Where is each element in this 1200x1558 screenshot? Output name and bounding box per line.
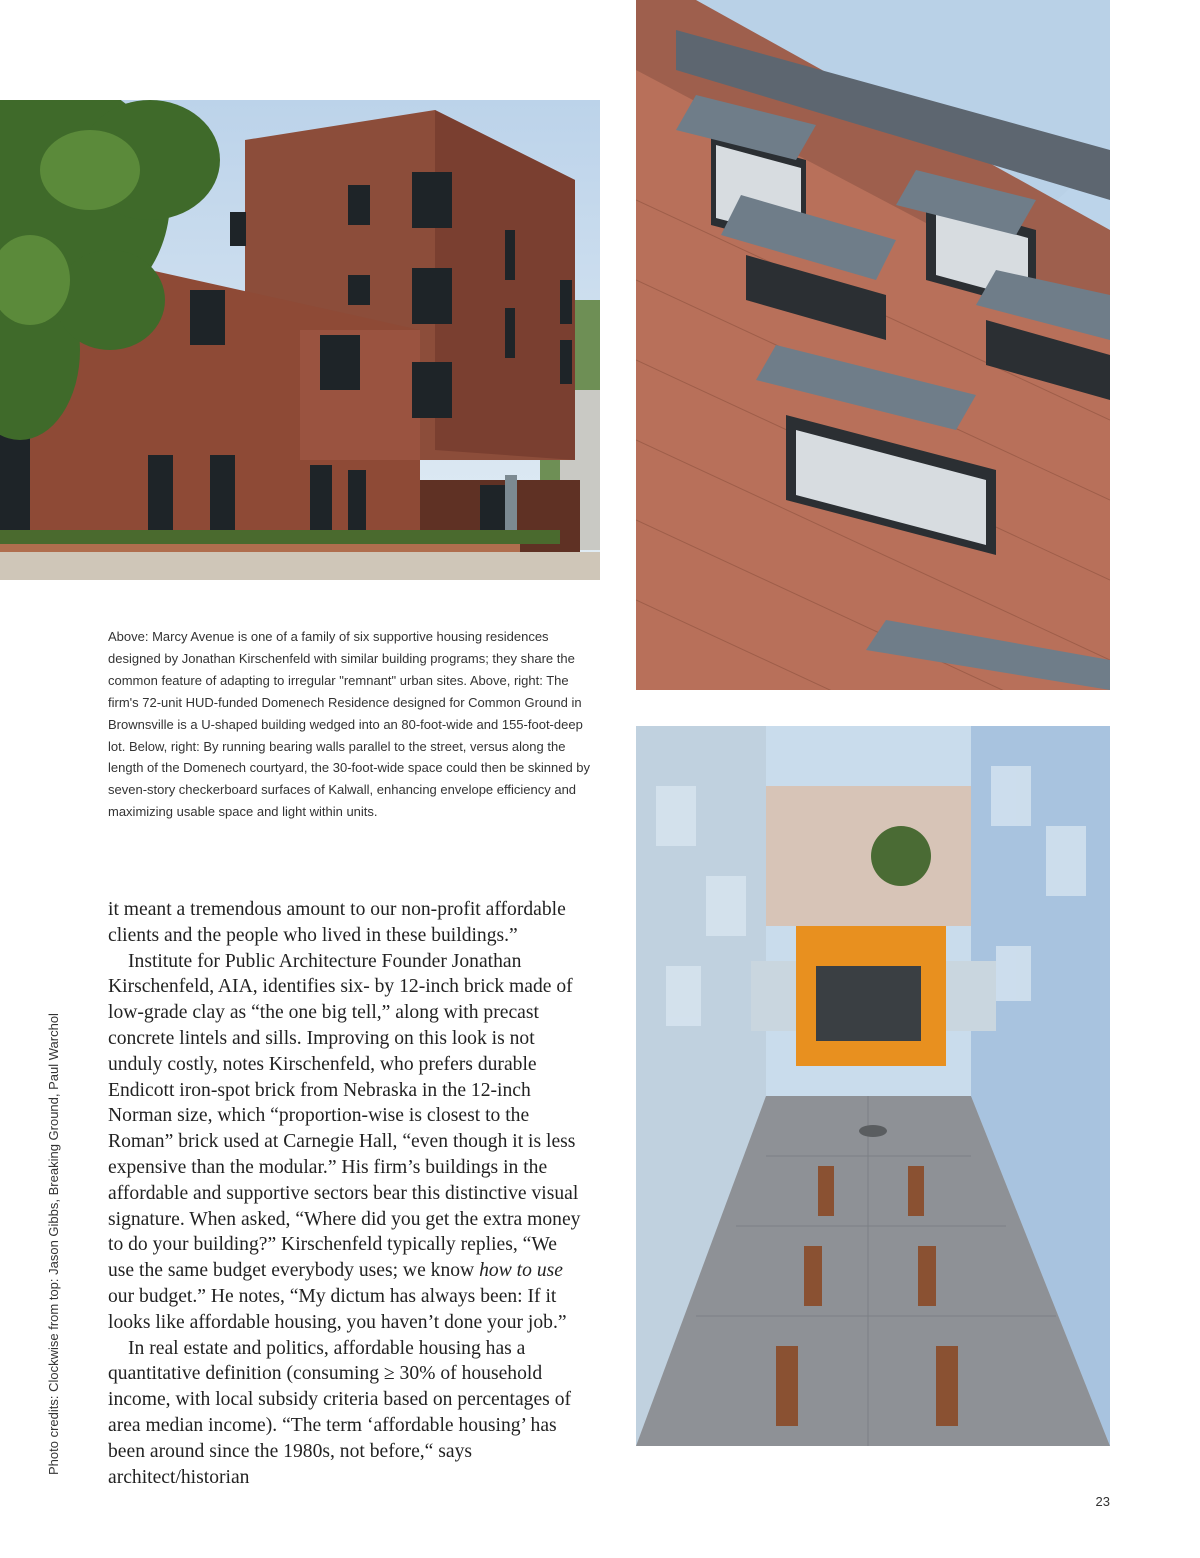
domenech-facade-photo xyxy=(636,0,1110,690)
photo-credits: Photo credits: Clockwise from top: Jason Gibbs, Breaking Ground, Paul Warchol xyxy=(46,1013,61,1475)
body-paragraph-1: it meant a tremendous amount to our non-profit affordable clients and the people who lived in these buildings.” xyxy=(108,899,566,946)
marcy-avenue-photo xyxy=(0,100,600,580)
domenech-courtyard-photo xyxy=(636,726,1110,1446)
body-paragraph-3: In real estate and politics, affordable housing has a quantitative definition (consuming ≥ 30% of household income, with local subsidy criteria based on percentages of area median income). “The term ‘affordable housing’ has been around since the 1980s, not before,“ says architect/historian xyxy=(108,1337,572,1488)
article-body xyxy=(108,897,583,1490)
body-paragraph-2: Institute for Public Architecture Founder Jonathan Kirschenfeld, AIA, identifies six- by 12-inch brick made of low-grade clay as “the one big tell,” along with precast concrete lintels and sills. Improving on this look is not unduly costly, notes Kirschenfeld, who prefers durable Endicott iron-spot brick from Nebraska in the 12-inch Norman size, which “proportion-wise is closest to the Roman” brick used at Carnegie Hall, “even though it is less expensive than the modular.” His firm’s buildings in the affordable and supportive sectors bear this distinctive visual signature. When asked, “Where did you get the extra money to do your building?” Kirschenfeld typically replies, “We use the same budget everybody uses; we know how to use our budget.” He notes, “My dictum has always been: If it looks like affordable housing, you haven’t done your job.” xyxy=(108,950,581,1333)
photo-caption: Above: Marcy Avenue is one of a family of six supportive housing residences designed by Jonathan Kirschenfeld with similar building programs; they share the common feature of adapting to irregular "remnant" urban sites. Above, right: The firm's 72-unit HUD-funded Domenech Residence designed for Common Ground in Brownsville is a U-shaped building wedged into an 80-foot-wide and 155-foot-deep lot. Below, right: By running bearing walls parallel to the street, versus along the length of the Domenech courtyard, the 30-foot-wide space could then be skinned by seven-story checkerboard surfaces of Kalwall, enhancing envelope efficiency and maximizing usable space and light within units. xyxy=(108,629,591,820)
page-number: 23 xyxy=(1095,1494,1110,1509)
